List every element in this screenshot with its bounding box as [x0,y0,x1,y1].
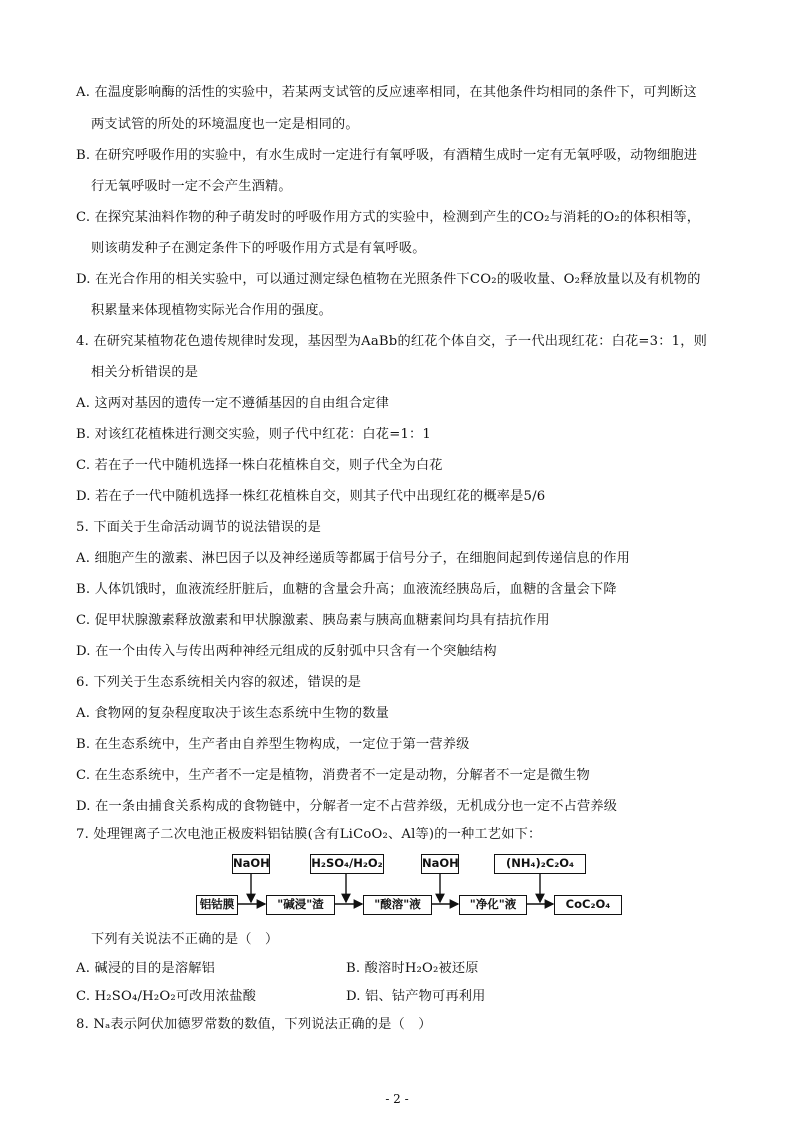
process-flow-diagram [196,852,626,924]
step-purified-solution: "净化"液 [459,895,527,915]
text-line: 行无氧呼吸时一定不会产生酒精。 [91,179,292,194]
text-line: D. 在光合作用的相关实验中，可以通过测定绿色植物在光照条件下CO₂的吸收量、O₂释放量以及有机物的 [76,272,701,287]
question-7-prompt: 下列有关说法不正确的是（ ） [91,932,279,947]
reagent-ammonium-oxalate: (NH₄)₂C₂O₄ [494,854,586,874]
option-c: C. 在生态系统中，生产者不一定是植物，消费者不一定是动物，分解者不一定是微生物 [76,768,590,783]
option-b: B. 酸溶时H₂O₂被还原 [346,961,479,976]
option-a: A. 食物网的复杂程度取决于该生态系统中生物的数量 [76,706,390,721]
question-5: 5. 下面关于生命活动调节的说法错误的是 [76,520,321,535]
option-c: C. 促甲状腺激素释放激素和甲状腺激素、胰岛素与胰高血糖素间均具有拮抗作用 [76,613,550,628]
question-8: 8. Nₐ表示阿伏加德罗常数的数值，下列说法正确的是（ ） [76,1017,432,1032]
page-number: - 2 - [385,1092,409,1106]
reagent-h2so4-h2o2: H₂SO₄/H₂O₂ [310,854,384,874]
step-alkali-leach-residue: "碱浸"渣 [266,895,335,915]
option-c: C. H₂SO₄/H₂O₂可改用浓盐酸 [76,989,257,1004]
option-a: A. 这两对基因的遗传一定不遵循基因的自由组合定律 [76,396,390,411]
text-line: 积累量来体现植物实际光合作用的强度。 [91,303,332,318]
text-line: B. 在研究呼吸作用的实验中，有水生成时一定进行有氧呼吸，有酒精生成时一定有无氧呼吸，动物细胞进 [76,148,698,163]
step-al-co-film: 铝钴膜 [196,895,238,915]
text-line: 两支试管的所处的环境温度也一定是相同的。 [91,117,359,132]
step-product-coc2o4: CoC₂O₄ [554,895,622,915]
reagent-naoh-2: NaOH [421,854,459,874]
option-d: D. 在一条由捕食关系构成的食物链中，分解者一定不占营养级，无机成分也一定不占营养级 [76,799,618,814]
option-c: C. 若在子一代中随机选择一株白花植株自交，则子代全为白花 [76,458,443,473]
reagent-naoh-1: NaOH [232,854,270,874]
text-line: C. 在探究某油料作物的种子萌发时的呼吸作用方式的实验中，检测到产生的CO₂与消耗的O₂的体积相等， [76,210,701,225]
text-line: 则该萌发种子在测定条件下的呼吸作用方式是有氧呼吸。 [91,241,426,256]
option-b: B. 在生态系统中，生产者由自养型生物构成，一定位于第一营养级 [76,737,470,752]
step-acid-solution: "酸溶"液 [363,895,432,915]
option-a: A. 细胞产生的激素、淋巴因子以及神经递质等都属于信号分子，在细胞间起到传递信息的作用 [76,551,631,566]
option-a: A. 碱浸的目的是溶解铝 [76,961,215,976]
option-d: D. 铝、钴产物可再利用 [346,989,486,1004]
text-line: 相关分析错误的是 [91,365,199,380]
question-7: 7. 处理锂离子二次电池正极废料铝钴膜(含有LiCoO₂、Al等)的一种工艺如下： [76,827,542,842]
option-b: B. 人体饥饿时，血液流经肝脏后，血糖的含量会升高；血液流经胰岛后，血糖的含量会下降 [76,582,617,597]
option-b: B. 对该红花植株进行测交实验，则子代中红花：白花=1：1 [76,427,432,442]
option-d: D. 若在子一代中随机选择一株红花植株自交，则其子代中出现红花的概率是5/6 [76,489,546,504]
question-6: 6. 下列关于生态系统相关内容的叙述，错误的是 [76,675,362,690]
text-line: A. 在温度影响酶的活性的实验中，若某两支试管的反应速率相同，在其他条件均相同的条件下，可判断这 [76,85,697,100]
question-4: 4. 在研究某植物花色遗传规律时发现，基因型为AaBb的红花个体自交，子一代出现红花：白花=3：1，则 [76,334,708,349]
option-d: D. 在一个由传入与传出两种神经元组成的反射弧中只含有一个突触结构 [76,644,497,659]
